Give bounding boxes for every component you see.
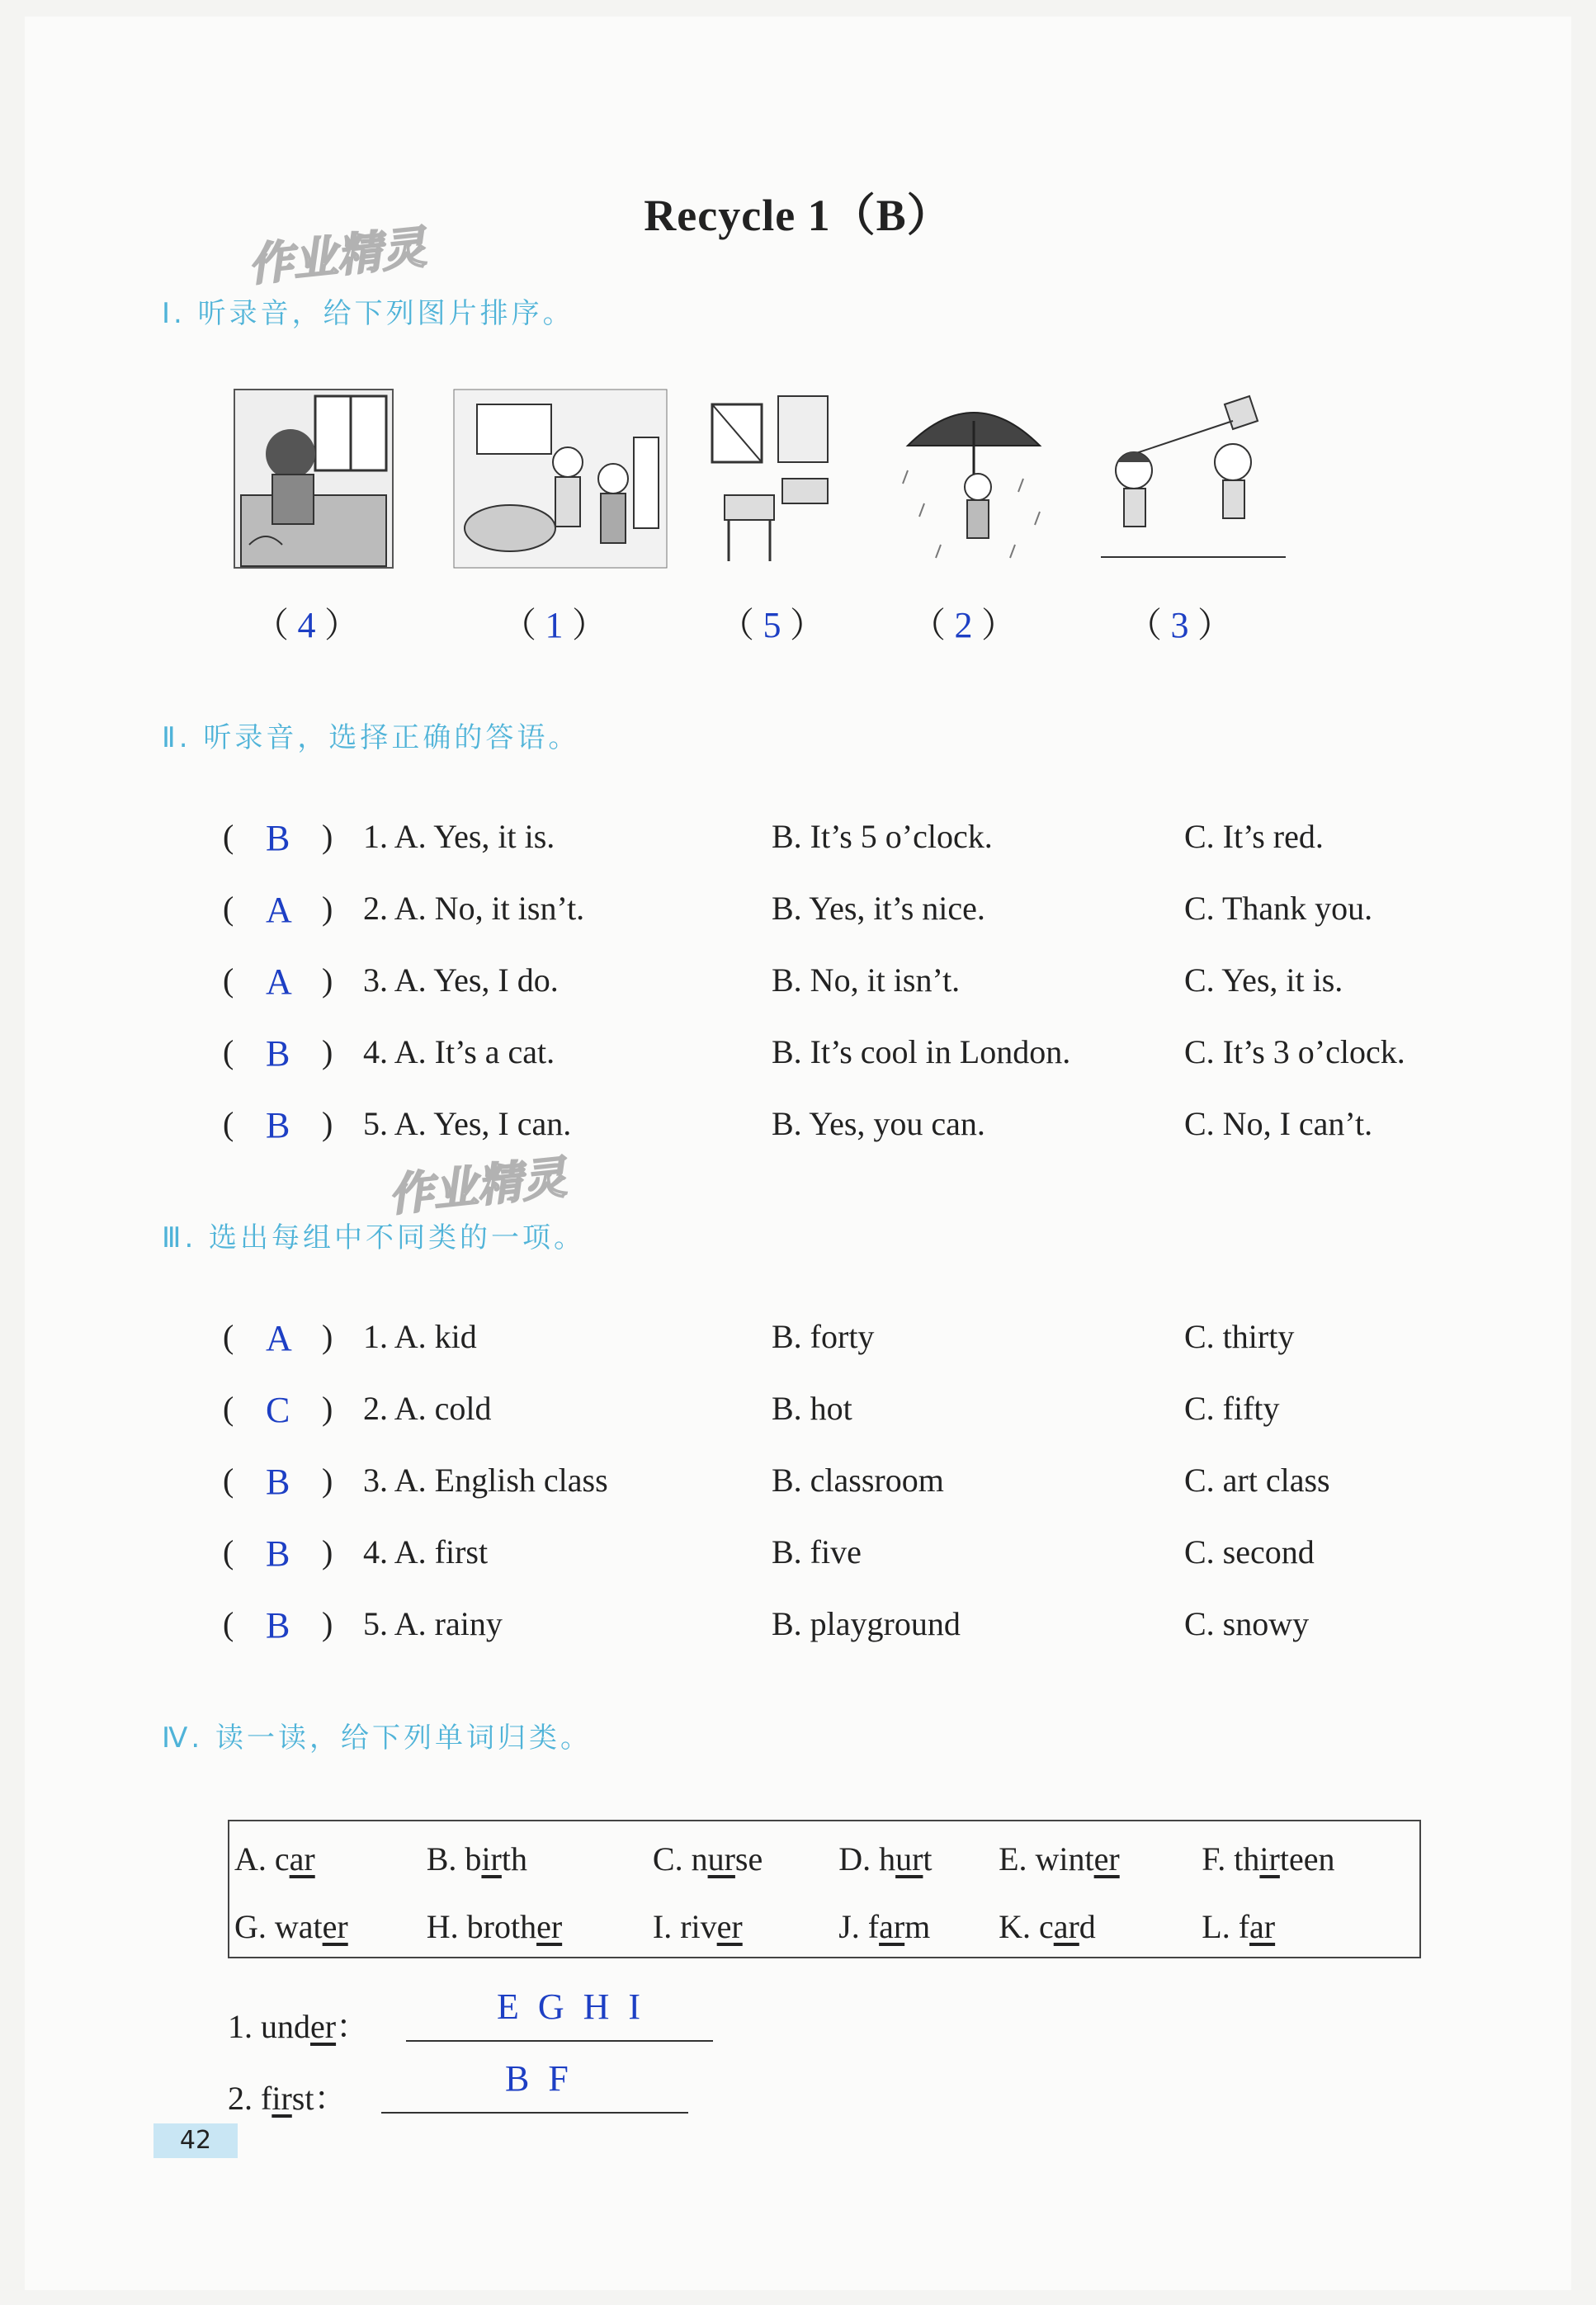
option-b: B. It’s 5 o’clock. [772,818,993,855]
picture-5 [1101,388,1286,569]
girl-at-window-icon [233,388,394,569]
option-a: 2. A. cold [363,1390,492,1427]
option-a: 3. A. Yes, I do. [363,961,559,999]
answer-blank-1[interactable] [406,2038,713,2042]
word-cell: K. card [999,1907,1096,1945]
word-cell: L. far [1202,1907,1276,1945]
answer-letter: B [266,1033,290,1074]
option-c: C. second [1184,1533,1315,1571]
picture-answer-3: （ 5 ） [720,605,825,645]
section-1-heading: Ⅰ. 听录音，给下列图片排序。 [162,297,574,330]
word-cell: D. hurt [838,1840,933,1878]
option-a: 4. A. It’s a cat. [363,1033,555,1070]
picture-answer-4: （ 2 ） [911,605,1017,645]
art-class-icon [452,388,668,569]
kids-kite-icon [1101,388,1286,569]
option-b: B. Yes, it’s nice. [772,890,985,927]
option-b: B. five [772,1533,862,1571]
option-c: C. snowy [1184,1605,1310,1642]
option-b: B. playground [772,1605,961,1642]
answer-blank-2[interactable] [381,2110,688,2114]
word-cell: A. car [234,1840,315,1878]
word-cell: I. river [652,1907,743,1945]
answer-letter: A [266,1318,292,1358]
watermark-top: 作业精灵 [245,220,429,292]
word-cell: F. thirteen [1202,1840,1335,1878]
picture-answer-2: （ 1 ） [502,605,607,645]
option-a: 1. A. Yes, it is. [363,818,555,855]
option-b: B. Yes, you can. [772,1105,985,1142]
answer-letter: B [266,818,290,858]
option-a: 5. A. rainy [363,1605,503,1642]
option-b: B. It’s cool in London. [772,1033,1071,1070]
section-3-heading: Ⅲ. 选出每组中不同类的一项。 [162,1221,586,1254]
word-cell: B. birth [426,1840,527,1878]
answer-letter: B [266,1605,290,1646]
option-c: C. It’s 3 o’clock. [1184,1033,1405,1070]
answer-letter: A [266,890,292,930]
option-a: 4. A. first [363,1533,489,1571]
fill-row-1: 1. under： [228,2008,370,2045]
answer-letter: C [266,1390,290,1430]
answer-letter: B [266,1105,290,1145]
picture-1 [233,388,394,569]
option-b: B. forty [772,1318,875,1355]
word-table-row [229,1889,1420,1958]
option-c: C. Thank you. [1184,890,1373,927]
option-a: 2. A. No, it isn’t. [363,890,585,927]
answer-letter: A [266,961,292,1002]
option-b: B. hot [772,1390,852,1427]
word-cell: E. winter [999,1840,1120,1878]
section-4-heading: Ⅳ. 读一读，给下列单词归类。 [162,1722,592,1755]
picture-4 [891,388,1055,569]
option-c: C. No, I can’t. [1184,1105,1373,1142]
option-b: B. No, it isn’t. [772,961,961,999]
option-c: C. Yes, it is. [1184,961,1343,999]
answer-letter: B [266,1533,290,1574]
option-c: C. art class [1184,1462,1330,1499]
option-a: 1. A. kid [363,1318,477,1355]
option-c: C. It’s red. [1184,818,1324,855]
picture-2 [452,388,668,569]
boy-umbrella-rain-icon [891,388,1055,569]
picture-answer-5: （ 3 ） [1127,605,1233,645]
answer-letter: B [266,1462,290,1502]
classroom-icon [708,388,837,569]
option-b: B. classroom [772,1462,944,1499]
fill-answer-1: E G H I [497,1986,646,2027]
section-2-heading: Ⅱ. 听录音，选择正确的答语。 [162,721,580,754]
option-a: 3. A. English class [363,1462,608,1499]
picture-3 [708,388,837,569]
word-table [228,1820,1421,1958]
word-cell: H. brother [426,1907,563,1945]
watermark-middle: 作业精灵 [385,1150,569,1222]
word-cell: C. nurse [652,1840,763,1878]
option-c: C. fifty [1184,1390,1280,1427]
page-title: Recycle 1（B） [644,191,952,240]
option-a: 5. A. Yes, I can. [363,1105,572,1142]
picture-answer-1: （ 4 ） [254,605,360,645]
word-cell: J. farm [838,1907,931,1945]
option-c: C. thirty [1184,1318,1295,1355]
word-cell: G. water [234,1907,348,1945]
fill-answer-2: B F [505,2058,574,2099]
word-table-row [229,1821,1420,1889]
fill-row-2: 2. first： [228,2080,347,2117]
page-number: 42 [153,2123,238,2158]
